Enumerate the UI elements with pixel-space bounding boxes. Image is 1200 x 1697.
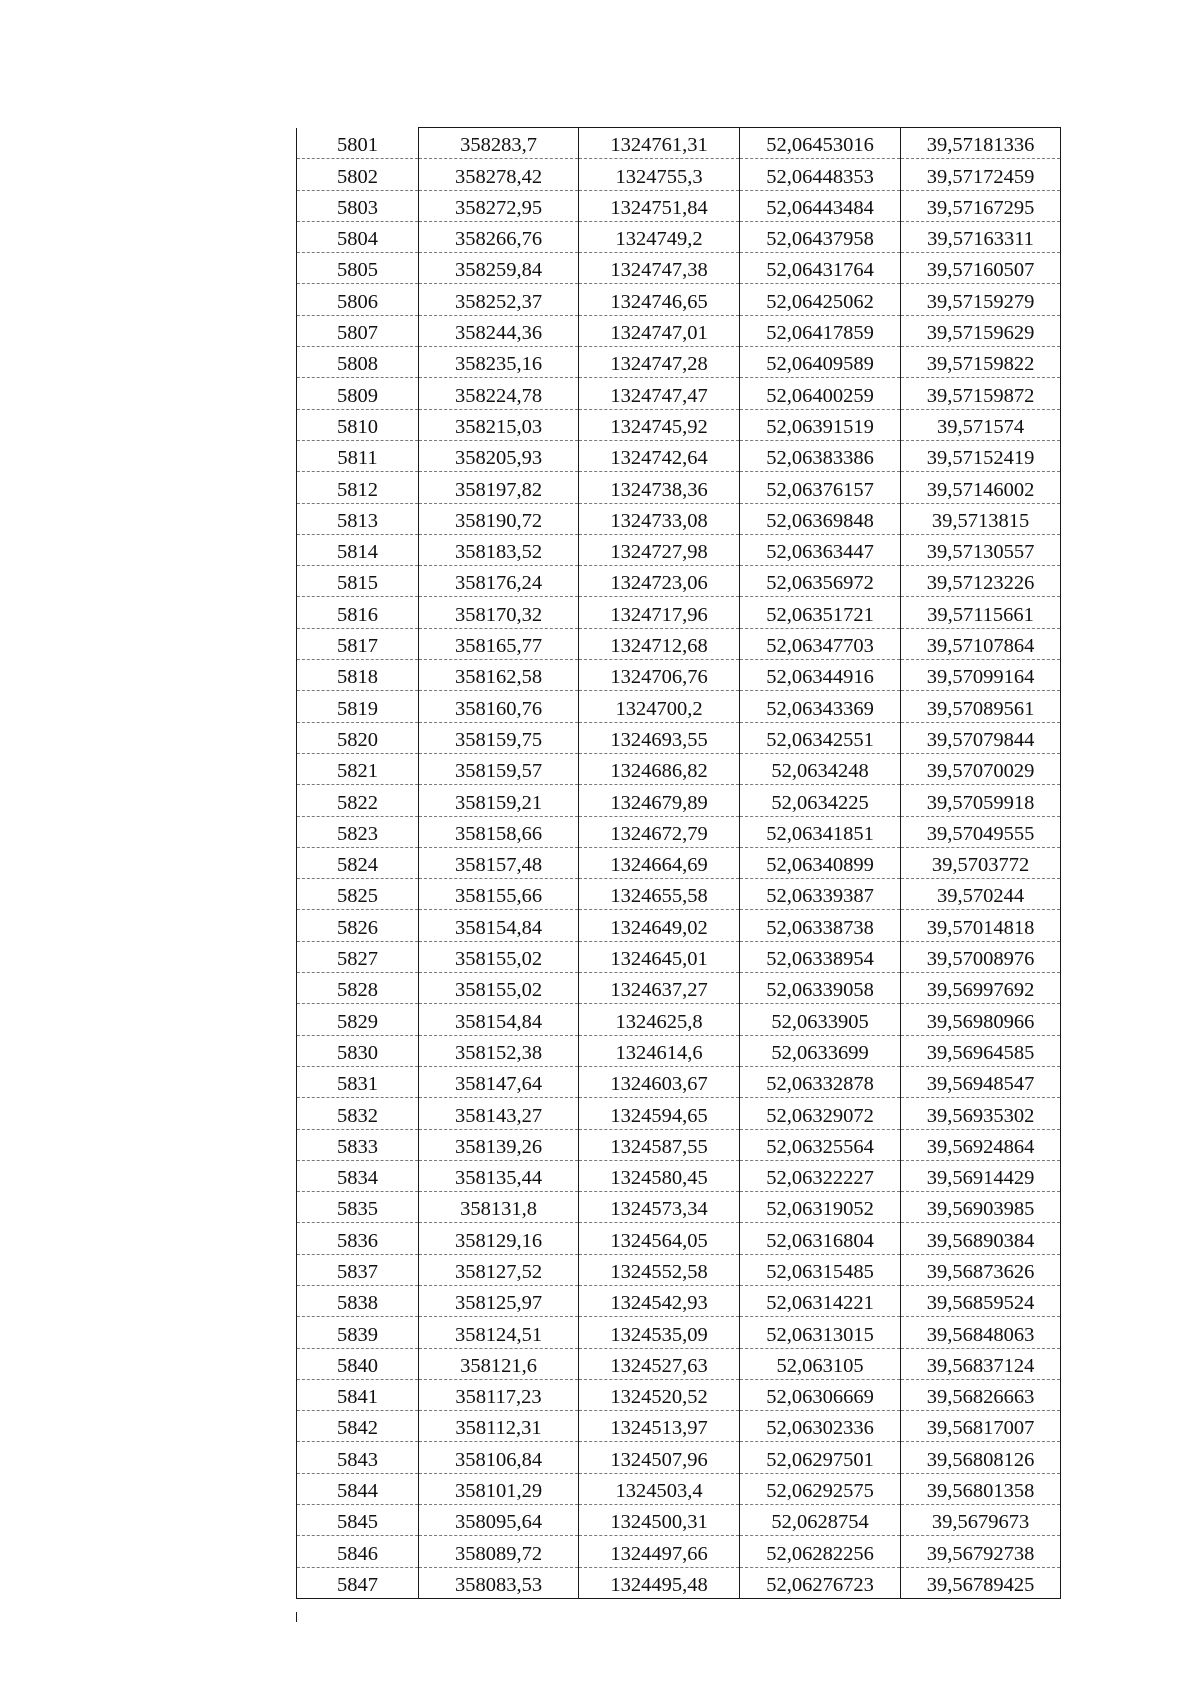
longitude-cell: 39,56837124 xyxy=(901,1348,1061,1379)
x-coordinate-cell: 358235,16 xyxy=(419,347,579,378)
longitude-cell: 39,56890384 xyxy=(901,1223,1061,1254)
table-row xyxy=(297,1129,1061,1160)
x-coordinate-cell: 358176,24 xyxy=(419,566,579,597)
y-coordinate-cell: 1324542,93 xyxy=(579,1285,740,1316)
latitude-cell: 52,06282256 xyxy=(740,1536,901,1567)
latitude-cell: 52,06443484 xyxy=(740,190,901,221)
x-coordinate-cell: 358121,6 xyxy=(419,1348,579,1379)
longitude-cell: 39,57107864 xyxy=(901,628,1061,659)
y-coordinate-cell: 1324679,89 xyxy=(579,785,740,816)
latitude-cell: 52,06391519 xyxy=(740,409,901,440)
table-row xyxy=(297,1035,1061,1066)
table-row xyxy=(297,1505,1061,1536)
latitude-cell: 52,0634225 xyxy=(740,785,901,816)
point-number-cell: 5832 xyxy=(297,1098,419,1129)
longitude-cell: 39,57079844 xyxy=(901,722,1061,753)
point-number-cell: 5805 xyxy=(297,253,419,284)
point-number-cell: 5814 xyxy=(297,534,419,565)
longitude-cell: 39,56817007 xyxy=(901,1411,1061,1442)
table-row xyxy=(297,190,1061,221)
point-number-cell: 5845 xyxy=(297,1505,419,1536)
longitude-cell: 39,57123226 xyxy=(901,566,1061,597)
x-coordinate-cell: 358112,31 xyxy=(419,1411,579,1442)
y-coordinate-cell: 1324614,6 xyxy=(579,1035,740,1066)
y-coordinate-cell: 1324552,58 xyxy=(579,1254,740,1285)
table-row xyxy=(297,722,1061,753)
longitude-cell: 39,56792738 xyxy=(901,1536,1061,1567)
latitude-cell: 52,06302336 xyxy=(740,1411,901,1442)
longitude-cell: 39,57130557 xyxy=(901,534,1061,565)
x-coordinate-cell: 358083,53 xyxy=(419,1567,579,1598)
y-coordinate-cell: 1324727,98 xyxy=(579,534,740,565)
x-coordinate-cell: 358266,76 xyxy=(419,221,579,252)
coordinates-table-body xyxy=(297,128,1061,1599)
longitude-cell: 39,56808126 xyxy=(901,1442,1061,1473)
table-row xyxy=(297,660,1061,691)
point-number-cell: 5816 xyxy=(297,597,419,628)
y-coordinate-cell: 1324535,09 xyxy=(579,1317,740,1348)
table-row xyxy=(297,284,1061,315)
latitude-cell: 52,06322227 xyxy=(740,1160,901,1191)
table-row xyxy=(297,1066,1061,1097)
latitude-cell: 52,0628754 xyxy=(740,1505,901,1536)
point-number-cell: 5827 xyxy=(297,941,419,972)
latitude-cell: 52,063105 xyxy=(740,1348,901,1379)
x-coordinate-cell: 358259,84 xyxy=(419,253,579,284)
x-coordinate-cell: 358183,52 xyxy=(419,534,579,565)
latitude-cell: 52,06437958 xyxy=(740,221,901,252)
longitude-cell: 39,5703772 xyxy=(901,847,1061,878)
y-coordinate-cell: 1324717,96 xyxy=(579,597,740,628)
x-coordinate-cell: 358190,72 xyxy=(419,503,579,534)
longitude-cell: 39,57159279 xyxy=(901,284,1061,315)
longitude-cell: 39,56924864 xyxy=(901,1129,1061,1160)
table-row xyxy=(297,1442,1061,1473)
point-number-cell: 5847 xyxy=(297,1567,419,1598)
longitude-cell: 39,56801358 xyxy=(901,1473,1061,1504)
latitude-cell: 52,06297501 xyxy=(740,1442,901,1473)
table-row xyxy=(297,347,1061,378)
latitude-cell: 52,06313015 xyxy=(740,1317,901,1348)
x-coordinate-cell: 358127,52 xyxy=(419,1254,579,1285)
x-coordinate-cell: 358162,58 xyxy=(419,660,579,691)
longitude-cell: 39,56859524 xyxy=(901,1285,1061,1316)
longitude-cell: 39,5713815 xyxy=(901,503,1061,534)
table-row xyxy=(297,879,1061,910)
y-coordinate-cell: 1324503,4 xyxy=(579,1473,740,1504)
table-row xyxy=(297,941,1061,972)
latitude-cell: 52,06425062 xyxy=(740,284,901,315)
table-row xyxy=(297,785,1061,816)
point-number-cell: 5824 xyxy=(297,847,419,878)
table-row xyxy=(297,409,1061,440)
y-coordinate-cell: 1324500,31 xyxy=(579,1505,740,1536)
longitude-cell: 39,57152419 xyxy=(901,440,1061,471)
x-coordinate-cell: 358135,44 xyxy=(419,1160,579,1191)
point-number-cell: 5829 xyxy=(297,1004,419,1035)
latitude-cell: 52,06319052 xyxy=(740,1192,901,1223)
table-row xyxy=(297,1192,1061,1223)
point-number-cell: 5812 xyxy=(297,472,419,503)
longitude-cell: 39,57008976 xyxy=(901,941,1061,972)
table-row xyxy=(297,253,1061,284)
x-coordinate-cell: 358159,57 xyxy=(419,753,579,784)
table-row xyxy=(297,1317,1061,1348)
table-row xyxy=(297,910,1061,941)
x-coordinate-cell: 358244,36 xyxy=(419,315,579,346)
table-row xyxy=(297,1567,1061,1598)
x-coordinate-cell: 358272,95 xyxy=(419,190,579,221)
longitude-cell: 39,57181336 xyxy=(901,128,1061,159)
x-coordinate-cell: 358131,8 xyxy=(419,1192,579,1223)
latitude-cell: 52,06338738 xyxy=(740,910,901,941)
table-row xyxy=(297,597,1061,628)
table-row xyxy=(297,128,1061,159)
longitude-cell: 39,56964585 xyxy=(901,1035,1061,1066)
table-row xyxy=(297,1254,1061,1285)
point-number-cell: 5837 xyxy=(297,1254,419,1285)
longitude-cell: 39,57160507 xyxy=(901,253,1061,284)
y-coordinate-cell: 1324712,68 xyxy=(579,628,740,659)
longitude-cell: 39,56935302 xyxy=(901,1098,1061,1129)
longitude-cell: 39,56948547 xyxy=(901,1066,1061,1097)
longitude-cell: 39,56997692 xyxy=(901,973,1061,1004)
x-coordinate-cell: 358197,82 xyxy=(419,472,579,503)
latitude-cell: 52,06325564 xyxy=(740,1129,901,1160)
latitude-cell: 52,06369848 xyxy=(740,503,901,534)
table-row xyxy=(297,753,1061,784)
y-coordinate-cell: 1324664,69 xyxy=(579,847,740,878)
y-coordinate-cell: 1324594,65 xyxy=(579,1098,740,1129)
y-coordinate-cell: 1324625,8 xyxy=(579,1004,740,1035)
y-coordinate-cell: 1324747,47 xyxy=(579,378,740,409)
y-coordinate-cell: 1324655,58 xyxy=(579,879,740,910)
point-number-cell: 5809 xyxy=(297,378,419,409)
longitude-cell: 39,57167295 xyxy=(901,190,1061,221)
point-number-cell: 5804 xyxy=(297,221,419,252)
point-number-cell: 5826 xyxy=(297,910,419,941)
y-coordinate-cell: 1324749,2 xyxy=(579,221,740,252)
latitude-cell: 52,0634248 xyxy=(740,753,901,784)
y-coordinate-cell: 1324761,31 xyxy=(579,128,740,159)
latitude-cell: 52,06338954 xyxy=(740,941,901,972)
latitude-cell: 52,06339058 xyxy=(740,973,901,1004)
longitude-cell: 39,57070029 xyxy=(901,753,1061,784)
point-number-cell: 5831 xyxy=(297,1066,419,1097)
x-coordinate-cell: 358158,66 xyxy=(419,816,579,847)
y-coordinate-cell: 1324573,34 xyxy=(579,1192,740,1223)
longitude-cell: 39,57159822 xyxy=(901,347,1061,378)
longitude-cell: 39,56914429 xyxy=(901,1160,1061,1191)
x-coordinate-cell: 358143,27 xyxy=(419,1098,579,1129)
point-number-cell: 5828 xyxy=(297,973,419,1004)
x-coordinate-cell: 358155,66 xyxy=(419,879,579,910)
point-number-cell: 5838 xyxy=(297,1285,419,1316)
x-coordinate-cell: 358159,21 xyxy=(419,785,579,816)
x-coordinate-cell: 358139,26 xyxy=(419,1129,579,1160)
point-number-cell: 5811 xyxy=(297,440,419,471)
x-coordinate-cell: 358159,75 xyxy=(419,722,579,753)
x-coordinate-cell: 358205,93 xyxy=(419,440,579,471)
latitude-cell: 52,06316804 xyxy=(740,1223,901,1254)
longitude-cell: 39,57059918 xyxy=(901,785,1061,816)
y-coordinate-cell: 1324587,55 xyxy=(579,1129,740,1160)
latitude-cell: 52,06363447 xyxy=(740,534,901,565)
point-number-cell: 5819 xyxy=(297,691,419,722)
y-coordinate-cell: 1324672,79 xyxy=(579,816,740,847)
x-coordinate-cell: 358278,42 xyxy=(419,159,579,190)
longitude-cell: 39,57115661 xyxy=(901,597,1061,628)
latitude-cell: 52,06351721 xyxy=(740,597,901,628)
latitude-cell: 52,06376157 xyxy=(740,472,901,503)
table-row xyxy=(297,1285,1061,1316)
table-row xyxy=(297,503,1061,534)
table-row xyxy=(297,221,1061,252)
point-number-cell: 5821 xyxy=(297,753,419,784)
latitude-cell: 52,06342551 xyxy=(740,722,901,753)
latitude-cell: 52,06409589 xyxy=(740,347,901,378)
longitude-cell: 39,57163311 xyxy=(901,221,1061,252)
y-coordinate-cell: 1324645,01 xyxy=(579,941,740,972)
point-number-cell: 5839 xyxy=(297,1317,419,1348)
table-row xyxy=(297,1160,1061,1191)
table-row xyxy=(297,973,1061,1004)
x-coordinate-cell: 358283,7 xyxy=(419,128,579,159)
table-row xyxy=(297,1411,1061,1442)
y-coordinate-cell: 1324747,38 xyxy=(579,253,740,284)
point-number-cell: 5817 xyxy=(297,628,419,659)
y-coordinate-cell: 1324497,66 xyxy=(579,1536,740,1567)
longitude-cell: 39,57014818 xyxy=(901,910,1061,941)
point-number-cell: 5813 xyxy=(297,503,419,534)
point-number-cell: 5820 xyxy=(297,722,419,753)
point-number-cell: 5822 xyxy=(297,785,419,816)
point-number-cell: 5846 xyxy=(297,1536,419,1567)
y-coordinate-cell: 1324693,55 xyxy=(579,722,740,753)
y-coordinate-cell: 1324700,2 xyxy=(579,691,740,722)
point-number-cell: 5815 xyxy=(297,566,419,597)
point-number-cell: 5842 xyxy=(297,1411,419,1442)
y-coordinate-cell: 1324564,05 xyxy=(579,1223,740,1254)
longitude-cell: 39,56789425 xyxy=(901,1567,1061,1598)
point-number-cell: 5835 xyxy=(297,1192,419,1223)
point-number-cell: 5810 xyxy=(297,409,419,440)
longitude-cell: 39,56903985 xyxy=(901,1192,1061,1223)
longitude-cell: 39,57159872 xyxy=(901,378,1061,409)
x-coordinate-cell: 358117,23 xyxy=(419,1379,579,1410)
longitude-cell: 39,57146002 xyxy=(901,472,1061,503)
point-number-cell: 5844 xyxy=(297,1473,419,1504)
point-number-cell: 5807 xyxy=(297,315,419,346)
latitude-cell: 52,06417859 xyxy=(740,315,901,346)
latitude-cell: 52,06383386 xyxy=(740,440,901,471)
y-coordinate-cell: 1324751,84 xyxy=(579,190,740,221)
y-coordinate-cell: 1324706,76 xyxy=(579,660,740,691)
x-coordinate-cell: 358106,84 xyxy=(419,1442,579,1473)
x-coordinate-cell: 358165,77 xyxy=(419,628,579,659)
longitude-cell: 39,57172459 xyxy=(901,159,1061,190)
table-row xyxy=(297,1473,1061,1504)
x-coordinate-cell: 358215,03 xyxy=(419,409,579,440)
y-coordinate-cell: 1324527,63 xyxy=(579,1348,740,1379)
x-coordinate-cell: 358095,64 xyxy=(419,1505,579,1536)
point-number-cell: 5823 xyxy=(297,816,419,847)
point-number-cell: 5843 xyxy=(297,1442,419,1473)
latitude-cell: 52,06344916 xyxy=(740,660,901,691)
y-coordinate-cell: 1324603,67 xyxy=(579,1066,740,1097)
longitude-cell: 39,57099164 xyxy=(901,660,1061,691)
y-coordinate-cell: 1324723,06 xyxy=(579,566,740,597)
longitude-cell: 39,570244 xyxy=(901,879,1061,910)
point-number-cell: 5833 xyxy=(297,1129,419,1160)
point-number-cell: 5825 xyxy=(297,879,419,910)
latitude-cell: 52,06347703 xyxy=(740,628,901,659)
latitude-cell: 52,06343369 xyxy=(740,691,901,722)
table-row xyxy=(297,628,1061,659)
latitude-cell: 52,06329072 xyxy=(740,1098,901,1129)
point-number-cell: 5840 xyxy=(297,1348,419,1379)
point-number-cell: 5806 xyxy=(297,284,419,315)
x-coordinate-cell: 358155,02 xyxy=(419,973,579,1004)
y-coordinate-cell: 1324747,28 xyxy=(579,347,740,378)
x-coordinate-cell: 358101,29 xyxy=(419,1473,579,1504)
y-coordinate-cell: 1324738,36 xyxy=(579,472,740,503)
table-row xyxy=(297,159,1061,190)
y-coordinate-cell: 1324649,02 xyxy=(579,910,740,941)
y-coordinate-cell: 1324747,01 xyxy=(579,315,740,346)
latitude-cell: 52,06315485 xyxy=(740,1254,901,1285)
point-number-cell: 5836 xyxy=(297,1223,419,1254)
table-row xyxy=(297,1348,1061,1379)
point-number-cell: 5841 xyxy=(297,1379,419,1410)
x-coordinate-cell: 358154,84 xyxy=(419,1004,579,1035)
latitude-cell: 52,06292575 xyxy=(740,1473,901,1504)
x-coordinate-cell: 358147,64 xyxy=(419,1066,579,1097)
longitude-cell: 39,56873626 xyxy=(901,1254,1061,1285)
longitude-cell: 39,57089561 xyxy=(901,691,1061,722)
latitude-cell: 52,06339387 xyxy=(740,879,901,910)
x-coordinate-cell: 358154,84 xyxy=(419,910,579,941)
latitude-cell: 52,06341851 xyxy=(740,816,901,847)
point-number-cell: 5818 xyxy=(297,660,419,691)
point-number-cell: 5801 xyxy=(297,128,419,159)
table-row xyxy=(297,816,1061,847)
longitude-cell: 39,5679673 xyxy=(901,1505,1061,1536)
point-number-cell: 5808 xyxy=(297,347,419,378)
latitude-cell: 52,0633699 xyxy=(740,1035,901,1066)
point-number-cell: 5830 xyxy=(297,1035,419,1066)
table-row xyxy=(297,566,1061,597)
table-row xyxy=(297,534,1061,565)
latitude-cell: 52,06448353 xyxy=(740,159,901,190)
longitude-cell: 39,57159629 xyxy=(901,315,1061,346)
y-coordinate-cell: 1324637,27 xyxy=(579,973,740,1004)
table-row xyxy=(297,1379,1061,1410)
x-coordinate-cell: 358155,02 xyxy=(419,941,579,972)
latitude-cell: 52,06400259 xyxy=(740,378,901,409)
y-coordinate-cell: 1324495,48 xyxy=(579,1567,740,1598)
x-coordinate-cell: 358089,72 xyxy=(419,1536,579,1567)
longitude-cell: 39,571574 xyxy=(901,409,1061,440)
table-row xyxy=(297,847,1061,878)
x-coordinate-cell: 358152,38 xyxy=(419,1035,579,1066)
x-coordinate-cell: 358125,97 xyxy=(419,1285,579,1316)
y-coordinate-cell: 1324507,96 xyxy=(579,1442,740,1473)
table-row xyxy=(297,1223,1061,1254)
table-row xyxy=(297,472,1061,503)
y-coordinate-cell: 1324513,97 xyxy=(579,1411,740,1442)
x-coordinate-cell: 358224,78 xyxy=(419,378,579,409)
y-coordinate-cell: 1324746,65 xyxy=(579,284,740,315)
longitude-cell: 39,56848063 xyxy=(901,1317,1061,1348)
x-coordinate-cell: 358170,32 xyxy=(419,597,579,628)
table-row xyxy=(297,315,1061,346)
table-row xyxy=(297,440,1061,471)
latitude-cell: 52,06340899 xyxy=(740,847,901,878)
table-row xyxy=(297,1098,1061,1129)
y-coordinate-cell: 1324733,08 xyxy=(579,503,740,534)
y-coordinate-cell: 1324580,45 xyxy=(579,1160,740,1191)
x-coordinate-cell: 358160,76 xyxy=(419,691,579,722)
table-row xyxy=(297,378,1061,409)
table-row xyxy=(297,691,1061,722)
point-number-cell: 5802 xyxy=(297,159,419,190)
latitude-cell: 52,06306669 xyxy=(740,1379,901,1410)
point-number-cell: 5803 xyxy=(297,190,419,221)
y-coordinate-cell: 1324755,3 xyxy=(579,159,740,190)
latitude-cell: 52,06314221 xyxy=(740,1285,901,1316)
point-number-cell: 5834 xyxy=(297,1160,419,1191)
x-coordinate-cell: 358157,48 xyxy=(419,847,579,878)
coordinates-table xyxy=(296,127,1061,1599)
latitude-cell: 52,06431764 xyxy=(740,253,901,284)
latitude-cell: 52,06332878 xyxy=(740,1066,901,1097)
table-row xyxy=(297,1004,1061,1035)
y-coordinate-cell: 1324742,64 xyxy=(579,440,740,471)
latitude-cell: 52,06276723 xyxy=(740,1567,901,1598)
table-left-border-extension xyxy=(296,1612,297,1622)
y-coordinate-cell: 1324520,52 xyxy=(579,1379,740,1410)
x-coordinate-cell: 358129,16 xyxy=(419,1223,579,1254)
latitude-cell: 52,0633905 xyxy=(740,1004,901,1035)
longitude-cell: 39,56980966 xyxy=(901,1004,1061,1035)
latitude-cell: 52,06356972 xyxy=(740,566,901,597)
x-coordinate-cell: 358124,51 xyxy=(419,1317,579,1348)
table-row xyxy=(297,1536,1061,1567)
y-coordinate-cell: 1324745,92 xyxy=(579,409,740,440)
x-coordinate-cell: 358252,37 xyxy=(419,284,579,315)
y-coordinate-cell: 1324686,82 xyxy=(579,753,740,784)
latitude-cell: 52,06453016 xyxy=(740,128,901,159)
longitude-cell: 39,57049555 xyxy=(901,816,1061,847)
longitude-cell: 39,56826663 xyxy=(901,1379,1061,1410)
